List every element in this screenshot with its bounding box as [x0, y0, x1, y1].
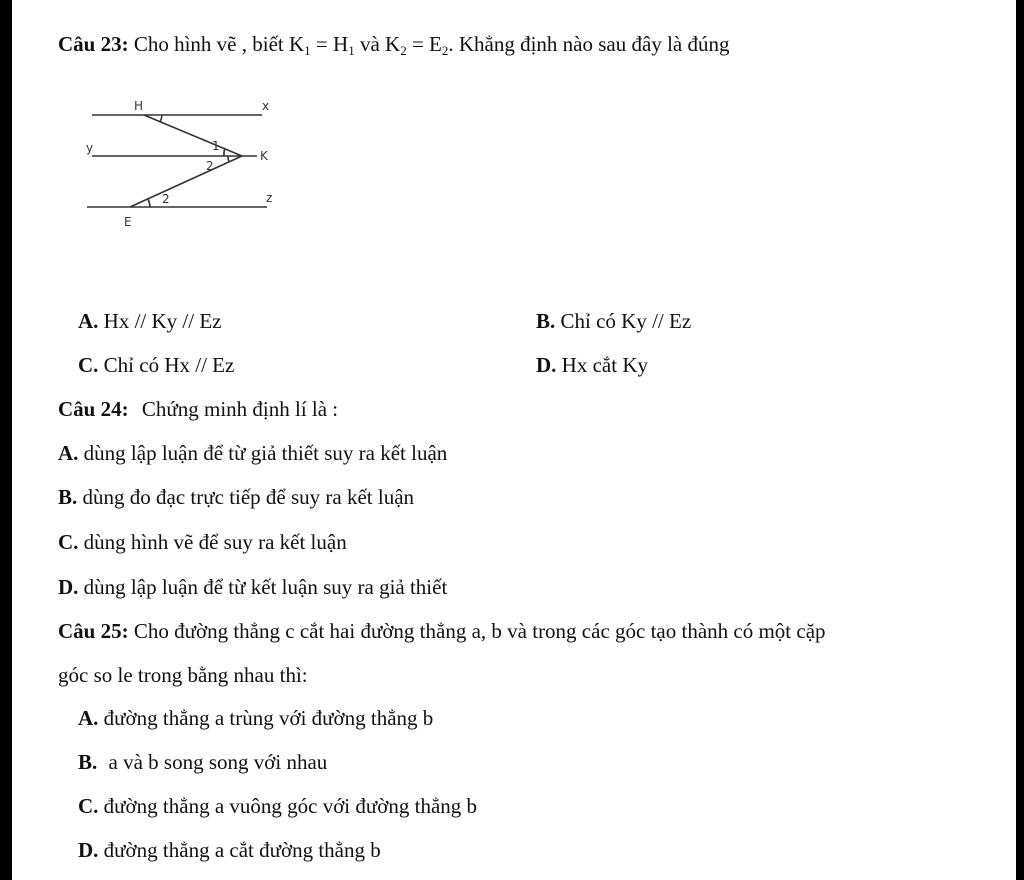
question-25-text-line2: góc so le trong bằng nhau thì: — [58, 663, 308, 687]
question-23-number: Câu 23: — [58, 32, 129, 56]
option-text: đường thẳng a cắt đường thẳng b — [103, 838, 381, 862]
segment-hk — [144, 115, 242, 156]
question-25-stem-line1 — [58, 619, 826, 644]
option-text: dùng đo đạc trực tiếp để suy ra kết luận — [82, 485, 415, 509]
option-letter: D. — [536, 353, 557, 377]
q24-option-b[interactable] — [58, 485, 414, 510]
q24-option-a[interactable] — [58, 441, 447, 466]
segment-ek — [130, 156, 242, 207]
question-24-number: Câu 24: — [58, 397, 129, 421]
q24-option-c[interactable] — [58, 530, 347, 555]
question-24-text: Chứng minh định lí là : — [141, 397, 339, 421]
label-e: E — [124, 215, 132, 229]
q25-option-a[interactable] — [78, 706, 433, 731]
q25-option-c[interactable] — [78, 794, 477, 819]
label-y: y — [86, 141, 94, 155]
angle-k1-arc — [224, 148, 225, 156]
option-letter: C. — [78, 794, 99, 818]
label-k: K — [260, 149, 268, 163]
angle-h1-arc — [160, 115, 162, 122]
option-letter: C. — [58, 530, 79, 554]
option-text: dùng lập luận để từ kết luận suy ra giả thiết — [83, 575, 448, 599]
sub-e2: 2 — [441, 43, 449, 58]
option-text: đường thẳng a trùng với đường thẳng b — [103, 706, 434, 730]
option-letter: A. — [78, 706, 99, 730]
question-23-figure — [82, 90, 282, 240]
question-23-and: và K — [354, 32, 401, 56]
label-z: z — [266, 191, 273, 205]
label-angle-e2: 2 — [162, 192, 170, 206]
option-letter: A. — [78, 309, 99, 333]
label-angle-k1: 1 — [212, 139, 220, 153]
question-24-stem — [58, 397, 338, 422]
sub-k2: 2 — [400, 43, 407, 58]
question-25-stem-line2 — [58, 663, 308, 688]
option-text: Chỉ có Ky // Ez — [560, 309, 692, 333]
sub-k1: 1 — [304, 43, 311, 58]
q23-option-c[interactable] — [78, 353, 234, 378]
option-text: đường thẳng a vuông góc với đường thẳng b — [103, 794, 478, 818]
option-text: dùng hình vẽ để suy ra kết luận — [83, 530, 347, 554]
question-23-text-a: Cho hình vẽ , biết K — [133, 32, 305, 56]
option-letter: B. — [58, 485, 78, 509]
question-25-text-line1: Cho đường thẳng c cắt hai đường thẳng a, b và trong các góc tạo thành có một cặp — [133, 619, 826, 643]
option-text: Hx cắt Ky — [561, 353, 648, 377]
option-text: Hx // Ky // Ez — [103, 309, 222, 333]
option-text: dùng lập luận để từ giả thiết suy ra kết luận — [83, 441, 448, 465]
option-letter: C. — [78, 353, 99, 377]
q25-option-d[interactable] — [78, 838, 381, 863]
worksheet-page — [12, 0, 1016, 880]
q24-option-d[interactable] — [58, 575, 447, 600]
option-text: Chỉ có Hx // Ez — [103, 353, 235, 377]
question-23-eq1: = H — [310, 32, 349, 56]
sub-h1: 1 — [348, 43, 355, 58]
label-h: H — [134, 99, 144, 113]
q23-option-d[interactable] — [536, 353, 648, 378]
question-23-text-b: . Khẳng định nào sau đây là đúng — [448, 32, 730, 56]
question-23-stem — [58, 32, 729, 59]
q23-option-a[interactable] — [78, 309, 222, 334]
option-letter: A. — [58, 441, 79, 465]
option-letter: B. — [78, 750, 98, 774]
option-letter: B. — [536, 309, 556, 333]
option-text: a và b song song với nhau — [108, 750, 328, 774]
angle-e2-arc — [148, 199, 150, 207]
angle-k2-arc — [228, 156, 229, 162]
q25-option-b[interactable] — [78, 750, 327, 775]
q23-option-b[interactable] — [536, 309, 691, 334]
label-angle-k2: 2 — [206, 159, 214, 173]
option-letter: D. — [58, 575, 79, 599]
question-23-eq2: = E — [406, 32, 442, 56]
option-letter: D. — [78, 838, 99, 862]
question-25-number: Câu 25: — [58, 619, 129, 643]
label-x: x — [262, 99, 270, 113]
